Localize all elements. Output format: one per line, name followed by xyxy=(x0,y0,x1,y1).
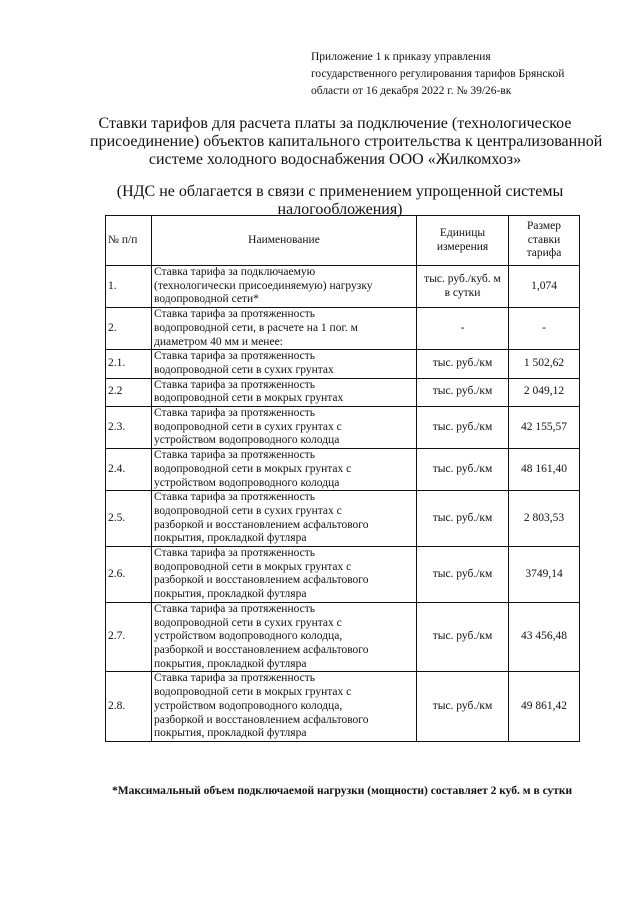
row-unit xyxy=(417,350,509,378)
row-name-line: разборкой и восстановлением асфальтового xyxy=(154,643,369,656)
header-unit-line: Единицы xyxy=(439,226,486,239)
row-number: 2.7. xyxy=(106,602,152,672)
row-name-line: водопроводной сети в мокрых грунтах с xyxy=(154,560,352,573)
row-unit-line: тыс. руб./км xyxy=(432,511,493,524)
table-row xyxy=(106,547,580,603)
tariff-table xyxy=(105,215,580,742)
row-name xyxy=(152,672,417,742)
row-name-line: водопроводной сети в мокрых грунтах xyxy=(154,392,344,405)
header-rate-line: ставки xyxy=(527,233,561,246)
row-number: 2.5. xyxy=(106,491,152,547)
row-name xyxy=(152,547,417,603)
row-unit-line: тыс. руб./км xyxy=(432,567,493,580)
row-name-line: водопроводной сети в сухих грунтах xyxy=(154,363,334,376)
row-name xyxy=(152,378,417,406)
row-name-line: Ставка тарифа за подключаемую xyxy=(154,266,316,278)
row-rate: 42 155,57 xyxy=(509,407,580,449)
row-name-line: покрытия, прокладкой футляра xyxy=(154,657,307,670)
row-unit xyxy=(417,266,509,308)
vat-note xyxy=(110,183,570,219)
row-number: 2.6. xyxy=(106,547,152,603)
appendix-note xyxy=(311,49,611,100)
appendix-line: государственного регулирования тарифов Брянской xyxy=(311,68,565,80)
appendix-line: Приложение 1 к приказу управления xyxy=(311,51,491,63)
row-name xyxy=(152,407,417,449)
header-rate xyxy=(509,216,580,266)
row-name xyxy=(152,308,417,350)
header-rate-line: Размер xyxy=(526,219,561,232)
row-rate: 2 049,12 xyxy=(509,378,580,406)
header-unit xyxy=(417,216,509,266)
row-name-line: покрытия, прокладкой футляра xyxy=(154,588,307,601)
row-unit-line: в сутки xyxy=(444,286,481,299)
row-name-line: Ставка тарифа за протяженность xyxy=(154,547,316,560)
row-name-line: водопроводной сети, в расчете на 1 пог. м xyxy=(154,321,358,334)
table-row xyxy=(106,449,580,491)
subtitle-line: (НДС не облагается в связи с применением упрощенной системы xyxy=(116,183,564,200)
row-unit-line: тыс. руб./куб. м xyxy=(424,272,501,285)
appendix-line: области от 16 декабря 2022 г. № 39/26-вк xyxy=(311,85,512,97)
row-unit xyxy=(417,308,509,350)
row-name-line: Ставка тарифа за протяженность xyxy=(154,407,316,420)
title-line: присоединение) объектов капитального строительства к централизованной xyxy=(90,133,603,150)
row-rate: 2 803,53 xyxy=(509,491,580,547)
row-unit xyxy=(417,449,509,491)
row-name-line: Ставка тарифа за протяженность xyxy=(154,491,316,504)
row-unit xyxy=(417,378,509,406)
row-name-line: (технологически присоединяемую) нагрузку xyxy=(154,279,373,292)
table-row xyxy=(106,350,580,378)
row-unit-line: тыс. руб./км xyxy=(432,699,493,712)
row-name-line: Ставка тарифа за протяженность xyxy=(154,308,316,321)
row-number: 1. xyxy=(106,266,152,308)
table-row xyxy=(106,266,580,308)
table-body xyxy=(106,266,580,742)
row-name-line: разборкой и восстановлением асфальтового xyxy=(154,713,369,726)
table-header-row xyxy=(106,216,580,266)
row-name-line: устройством водопроводного колодца, xyxy=(154,630,343,643)
row-rate: 43 456,48 xyxy=(509,602,580,672)
row-name-line: покрытия, прокладкой футляра xyxy=(154,727,307,740)
subtitle-line: налогообложения) xyxy=(277,201,403,218)
row-name-line: разборкой и восстановлением асфальтового xyxy=(154,518,369,531)
row-name xyxy=(152,602,417,672)
row-unit-line: тыс. руб./км xyxy=(432,462,493,475)
row-name-line: устройством водопроводного колодца xyxy=(154,476,340,489)
table-row xyxy=(106,407,580,449)
footnote: *Максимальный объем подключаемой нагрузки (мощности) составляет 2 куб. м в сутки xyxy=(112,785,573,797)
row-name-line: водопроводной сети в сухих грунтах с xyxy=(154,420,342,433)
row-unit xyxy=(417,491,509,547)
row-name-line: Ставка тарифа за протяженность xyxy=(154,672,316,685)
header-rate-line: тарифа xyxy=(526,247,562,260)
row-name-line: водопроводной сети в сухих грунтах с xyxy=(154,504,342,517)
header-num: № п/п xyxy=(106,216,152,266)
row-name-line: Ставка тарифа за протяженность xyxy=(154,378,316,391)
row-number: 2.8. xyxy=(106,672,152,742)
row-rate: 49 861,42 xyxy=(509,672,580,742)
row-name-line: Ставка тарифа за протяженность xyxy=(154,449,316,462)
row-number: 2. xyxy=(106,308,152,350)
row-name-line: водопроводной сети в сухих грунтах с xyxy=(154,616,342,629)
table-row xyxy=(106,308,580,350)
header-unit-line: измерения xyxy=(436,240,489,253)
row-name-line: водопроводной сети в мокрых грунтах с xyxy=(154,462,352,475)
title-line: системе холодного водоснабжения ООО «Жилкомхоз» xyxy=(148,151,522,168)
table-row xyxy=(106,602,580,672)
row-unit xyxy=(417,672,509,742)
row-rate: - xyxy=(509,308,580,350)
row-number: 2.4. xyxy=(106,449,152,491)
row-name-line: водопроводной сети* xyxy=(154,293,259,306)
table-row xyxy=(106,491,580,547)
document-title xyxy=(90,115,603,169)
table-row xyxy=(106,378,580,406)
row-name xyxy=(152,449,417,491)
row-rate: 48 161,40 xyxy=(509,449,580,491)
row-rate: 1,074 xyxy=(509,266,580,308)
row-number: 2.3. xyxy=(106,407,152,449)
row-unit xyxy=(417,547,509,603)
row-name-line: диаметром 40 мм и менее: xyxy=(154,335,283,348)
row-unit-line: тыс. руб./км xyxy=(432,420,493,433)
row-name-line: покрытия, прокладкой футляра xyxy=(154,532,307,545)
row-name-line: устройством водопроводного колодца, xyxy=(154,699,343,712)
row-rate: 1 502,62 xyxy=(509,350,580,378)
row-name-line: устройством водопроводного колодца xyxy=(154,434,340,447)
row-unit xyxy=(417,602,509,672)
row-name-line: водопроводной сети в мокрых грунтах с xyxy=(154,686,352,699)
title-line: Ставки тарифов для расчета платы за подключение (технологическое xyxy=(98,115,572,132)
row-number: 2.1. xyxy=(106,350,152,378)
row-unit xyxy=(417,407,509,449)
row-name-line: разборкой и восстановлением асфальтового xyxy=(154,574,369,587)
row-name-line: Ставка тарифа за протяженность xyxy=(154,602,316,615)
row-unit-line: тыс. руб./км xyxy=(432,357,493,370)
row-name xyxy=(152,350,417,378)
row-unit-line: тыс. руб./км xyxy=(432,385,493,398)
row-name xyxy=(152,491,417,547)
row-name-line: Ставка тарифа за протяженность xyxy=(154,350,316,363)
row-unit-line: тыс. руб./км xyxy=(432,630,493,643)
row-number: 2.2 xyxy=(106,378,152,406)
table-row xyxy=(106,672,580,742)
header-name: Наименование xyxy=(152,216,417,266)
row-name xyxy=(152,266,417,308)
row-rate: 3749,14 xyxy=(509,547,580,603)
row-unit-line: - xyxy=(460,321,465,334)
